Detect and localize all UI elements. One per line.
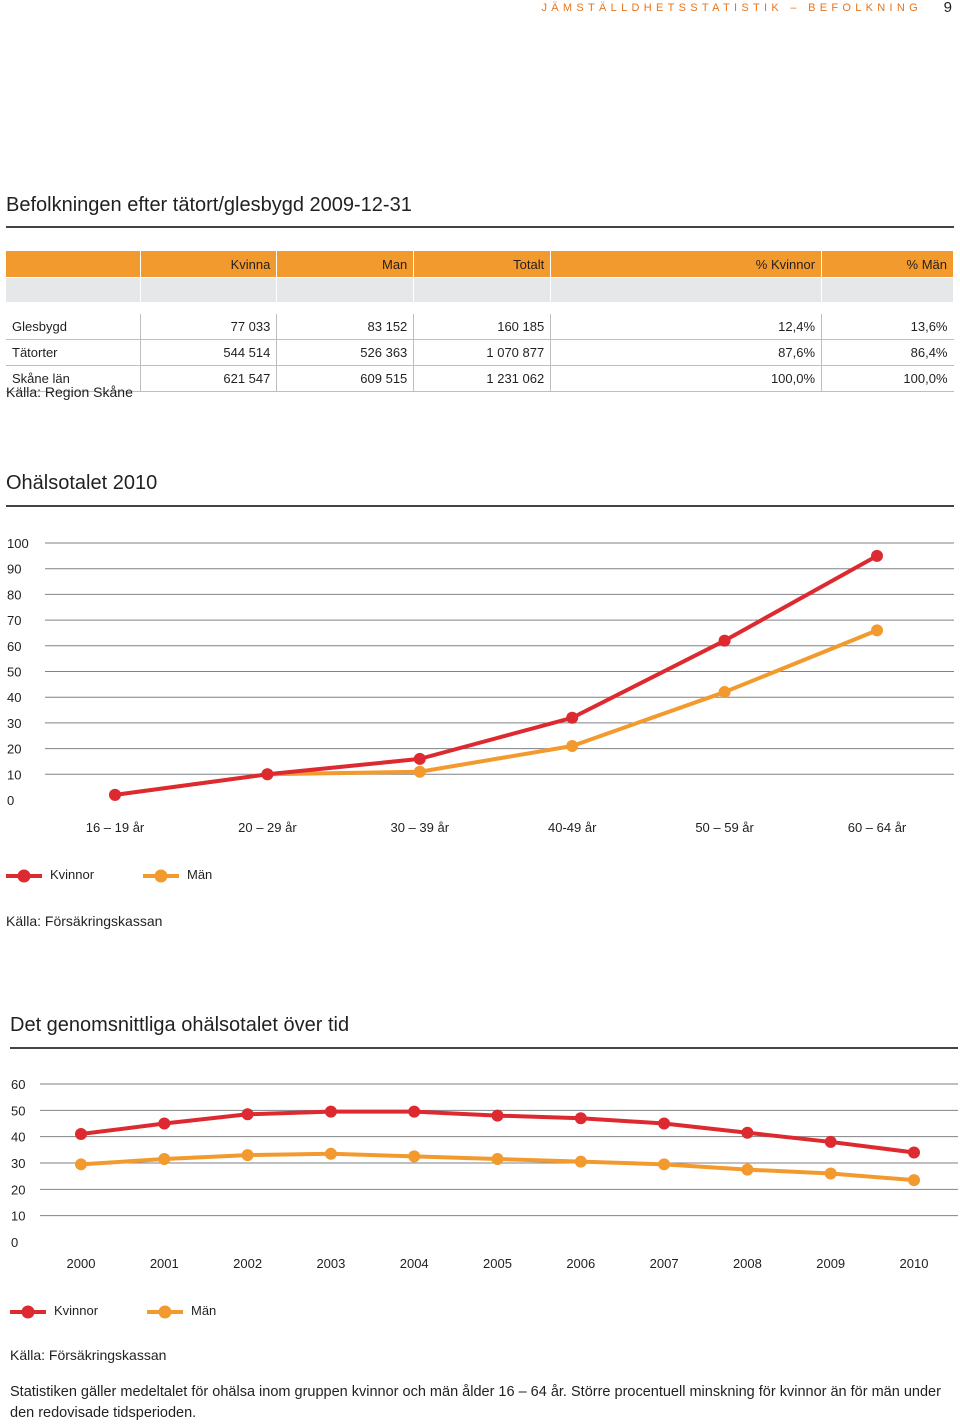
running-header: JÄMSTÄLLDHETSSTATISTIK – BEFOLKNING [541,2,922,14]
x-tick-label: 2007 [649,1256,679,1271]
y-tick-label: 50 [7,664,22,680]
chart1-title: Ohälsotalet 2010 [6,472,158,494]
legend-men-marker [143,867,179,885]
data-point-kvinnor [658,1118,670,1130]
table-row [6,314,954,340]
table-cell: 77 033 [141,314,277,340]
y-tick-label: 60 [7,638,22,654]
x-tick-label: 16 – 19 år [85,820,145,835]
column-header [6,251,141,278]
y-tick-label: 80 [7,587,22,603]
data-point-man [825,1168,837,1180]
table-cell: 86,4% [822,340,954,366]
x-tick-label: 2005 [483,1256,512,1271]
y-tick-label: 30 [11,1156,26,1171]
data-point-man [719,686,731,698]
column-header: % Kvinnor [551,251,822,278]
data-point-man [566,740,578,752]
table-cell: 100,0% [822,366,954,392]
x-tick-label: 2009 [816,1256,846,1271]
series-line-man [115,630,877,794]
table-title-rule [6,226,954,228]
chart2-title-rule [10,1047,958,1049]
y-tick-label: 50 [11,1103,26,1119]
data-point-man [242,1149,254,1161]
data-point-kvinnor [325,1106,337,1118]
y-tick-label: 70 [7,613,22,629]
chart1-title-rule [6,505,954,507]
data-point-man [75,1158,87,1170]
table-source: Källa: Region Skåne [6,384,133,400]
data-point-kvinnor [408,1106,420,1118]
header-subrow [6,278,954,303]
data-point-man [414,766,426,778]
row-label: Glesbygd [6,314,141,340]
x-tick-label: 30 – 39 år [390,820,450,835]
legend-women-label: Kvinnor [54,1303,99,1318]
y-tick-label: 30 [7,715,22,731]
page-number: 9 [943,0,952,16]
data-point-kvinnor [414,753,426,765]
table-cell: 87,6% [551,340,822,366]
x-tick-label: 20 – 29 år [238,820,297,835]
chart2-title: Det genomsnittliga ohälsotalet över tid [10,1014,350,1036]
y-tick-label: 20 [11,1182,26,1198]
data-point-man [658,1158,670,1170]
x-tick-label: 2010 [899,1256,929,1271]
data-point-kvinnor [242,1108,254,1120]
x-tick-label: 2004 [399,1256,429,1271]
x-tick-label: 40-49 år [547,820,597,835]
table-cell: 1 231 062 [414,366,551,392]
population-table [6,251,954,392]
table-cell: 544 514 [141,340,277,366]
table-cell: 609 515 [277,366,414,392]
footnote: Statistiken gäller medeltalet för ohälsa inom gruppen kvinnor och män ålder 16 – 64 år. Större procentuell minskning för kvinnor än för män under den redovisade tidsperioden. [10,1384,941,1421]
legend-men-label: Män [187,867,213,882]
row-label: Tätorter [6,340,141,366]
chart1-age-line-chart [0,530,960,840]
table-cell: 1 070 877 [414,340,551,366]
y-tick-label: 10 [7,767,22,783]
data-point-kvinnor [109,789,121,801]
legend-women-marker [10,1303,46,1321]
data-point-man [408,1150,420,1162]
data-point-kvinnor [871,550,883,562]
table-cell: 160 185 [414,314,551,340]
data-point-man [741,1164,753,1176]
row-label: Skåne län [6,366,141,392]
legend-men-marker [147,1303,183,1321]
data-point-man [158,1153,170,1165]
data-point-man [871,624,883,636]
data-point-kvinnor [158,1118,170,1130]
y-tick-label: 10 [11,1208,26,1224]
x-tick-label: 2002 [233,1256,263,1271]
data-point-kvinnor [825,1136,837,1148]
chart2-source: Källa: Försäkringskassan [10,1347,167,1363]
x-tick-label: 2000 [66,1256,96,1271]
data-point-kvinnor [75,1128,87,1140]
x-tick-label: 2006 [566,1256,596,1271]
data-point-man [908,1174,920,1186]
data-point-kvinnor [719,635,731,647]
y-tick-label: 0 [11,1235,19,1250]
chart2-time-line-chart [0,1072,960,1277]
table-cell: 100,0% [551,366,822,392]
x-tick-label: 50 – 59 år [695,820,754,835]
chart1-source: Källa: Försäkringskassan [6,913,163,929]
table-cell: 13,6% [822,314,954,340]
data-point-kvinnor [492,1110,504,1122]
data-point-man [325,1148,337,1160]
legend-men-label: Män [191,1303,217,1318]
table-cell: 12,4% [551,314,822,340]
legend-women-marker [6,867,42,885]
column-header: Kvinna [141,251,277,278]
y-tick-label: 40 [11,1129,26,1145]
table-title: Befolkningen efter tätort/glesbygd 2009-12-31 [6,194,412,216]
table-row [6,340,954,366]
x-tick-label: 2008 [732,1256,762,1271]
data-point-kvinnor [261,768,273,780]
table-cell: 83 152 [277,314,414,340]
data-point-kvinnor [741,1127,753,1139]
y-tick-label: 100 [7,536,29,551]
data-point-man [575,1156,587,1168]
column-header: Totalt [414,251,551,278]
x-tick-label: 2001 [149,1256,179,1271]
column-header: Man [277,251,414,278]
table-row [6,366,954,392]
table-cell: 526 363 [277,340,414,366]
y-tick-label: 0 [7,793,15,808]
data-point-kvinnor [575,1112,587,1124]
y-tick-label: 60 [11,1077,26,1092]
y-tick-label: 20 [7,741,22,757]
y-tick-label: 40 [7,690,22,706]
data-point-kvinnor [908,1146,920,1158]
y-tick-label: 90 [7,561,22,577]
table-cell: 621 547 [141,366,277,392]
column-header: % Män [822,251,954,278]
data-point-man [492,1153,504,1165]
x-tick-label: 2003 [316,1256,346,1271]
x-tick-label: 60 – 64 år [847,820,907,835]
data-point-kvinnor [566,712,578,724]
legend-women-label: Kvinnor [50,867,95,882]
